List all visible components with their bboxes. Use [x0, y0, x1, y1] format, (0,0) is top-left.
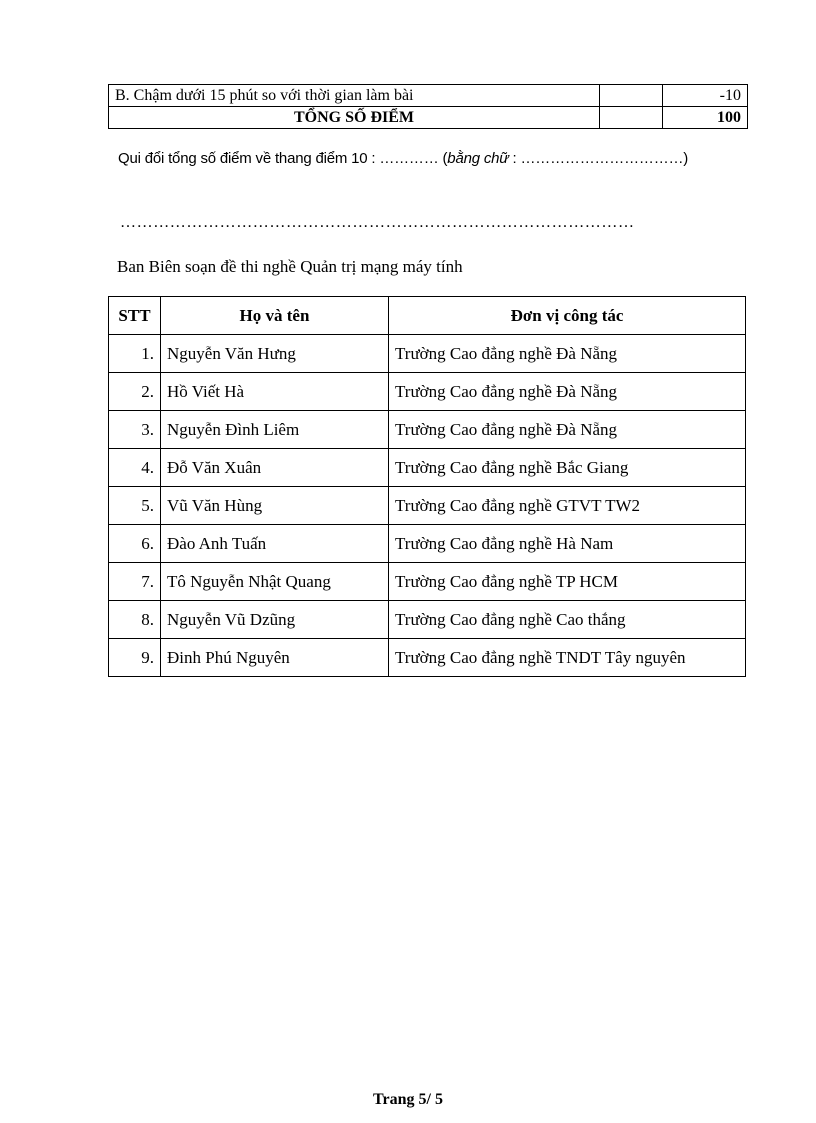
committee-title: Ban Biên soạn đề thi nghề Quản trị mạng máy tính: [117, 257, 463, 276]
member-unit: Trường Cao đẳng nghề Đà Nẵng: [389, 335, 746, 373]
member-stt: 8.: [109, 601, 161, 639]
member-stt: 3.: [109, 411, 161, 449]
member-name: Đào Anh Tuấn: [161, 525, 389, 563]
member-name: Nguyễn Đình Liêm: [161, 411, 389, 449]
member-unit: Trường Cao đẳng nghề Hà Nam: [389, 525, 746, 563]
member-name: Đinh Phú Nguyên: [161, 639, 389, 677]
member-stt: 1.: [109, 335, 161, 373]
score-total-row: [109, 107, 748, 129]
dotted-fill-line: …………………………………………………………………………………: [120, 214, 635, 231]
header-unit: Đơn vị công tác: [389, 297, 746, 335]
conversion-suffix: : ……………………………): [508, 150, 689, 167]
member-unit: Trường Cao đẳng nghề TP HCM: [389, 563, 746, 601]
page-number: Trang 5/ 5: [373, 1091, 443, 1108]
criterion-cell: B. Chậm dưới 15 phút so với thời gian làm bài: [109, 85, 600, 107]
table-row: [109, 373, 746, 411]
score-row-late-penalty: [109, 85, 748, 107]
total-label: TỔNG SỐ ĐIỂM: [109, 107, 600, 129]
member-name: Hồ Viết Hà: [161, 373, 389, 411]
header-name: Họ và tên: [161, 297, 389, 335]
table-row: [109, 487, 746, 525]
member-stt: 5.: [109, 487, 161, 525]
member-name: Tô Nguyễn Nhật Quang: [161, 563, 389, 601]
member-name: Nguyễn Vũ Dzũng: [161, 601, 389, 639]
member-unit: Trường Cao đẳng nghề TNDT Tây nguyên: [389, 639, 746, 677]
member-unit: Trường Cao đẳng nghề Cao thắng: [389, 601, 746, 639]
member-stt: 7.: [109, 563, 161, 601]
table-row: [109, 639, 746, 677]
conversion-prefix: Qui đổi tổng số điểm về thang điểm 10 : ………… (: [118, 150, 448, 167]
total-middle-cell: [600, 107, 663, 129]
member-unit: Trường Cao đẳng nghề Đà Nẵng: [389, 373, 746, 411]
member-stt: 6.: [109, 525, 161, 563]
member-unit: Trường Cao đẳng nghề Bắc Giang: [389, 449, 746, 487]
header-stt: STT: [109, 297, 161, 335]
member-name: Vũ Văn Hùng: [161, 487, 389, 525]
member-stt: 2.: [109, 373, 161, 411]
table-row: [109, 601, 746, 639]
points-cell: -10: [663, 85, 748, 107]
members-header-row: [109, 297, 746, 335]
score-conversion-line: [118, 150, 688, 167]
middle-cell: [600, 85, 663, 107]
conversion-in-words-label: bằng chữ: [447, 150, 509, 167]
member-unit: Trường Cao đẳng nghề Đà Nẵng: [389, 411, 746, 449]
member-unit: Trường Cao đẳng nghề GTVT TW2: [389, 487, 746, 525]
table-row: [109, 449, 746, 487]
member-stt: 4.: [109, 449, 161, 487]
table-row: [109, 411, 746, 449]
member-name: Nguyễn Văn Hưng: [161, 335, 389, 373]
table-row: [109, 525, 746, 563]
member-stt: 9.: [109, 639, 161, 677]
table-row: [109, 335, 746, 373]
committee-members-table: [108, 296, 746, 677]
score-table: [108, 84, 748, 129]
total-points: 100: [663, 107, 748, 129]
table-row: [109, 563, 746, 601]
member-name: Đỗ Văn Xuân: [161, 449, 389, 487]
